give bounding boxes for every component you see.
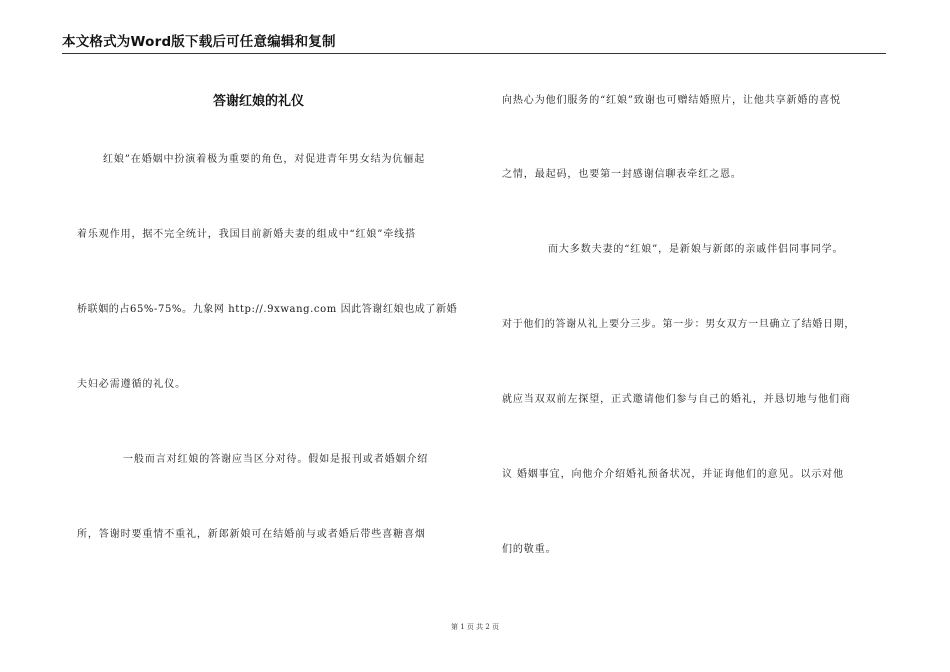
page-header [62,33,886,54]
right-paragraph-line: 之情，最起码，也要第一封感谢信聊表牵红之恩。 [502,169,742,180]
left-paragraph-line: 着乐观作用，据不完全统计，我国目前新婚夫妻的组成中“红娘”牵线搭 [77,229,417,240]
left-paragraph-line: 夫妇必需遵循的礼仪。 [77,379,186,390]
right-paragraph-line: 就应当双双前左探望，正式邀请他们参与自己的婚礼，并恳切地与他们商 [502,394,851,405]
right-paragraph-line: 而大多数夫妻的“红娘”，是新娘与新郎的亲戚伴侣同事同学。 [548,244,844,255]
left-paragraph-line: 桥联姻的占65%-75%。九象网 http://.9xwang.com 因此答谢红娘也成了新婚 [77,304,458,315]
right-paragraph-line: 们的敬重。 [502,544,557,555]
right-paragraph-line: 议 婚姻事宜，向他介介绍婚礼预备状况，并证询他们的意见。以示对他 [502,469,844,480]
right-paragraph-line: 向热心为他们服务的“红娘”致谢也可赠结婚照片，让他共享新婚的喜悦 [502,95,842,106]
left-paragraph-line: 红娘”在婚姻中扮演着极为重要的角色，对促进青年男女结为伉俪起 [103,154,426,165]
header-text: 本文格式为Word版下载后可任意编辑和复制 [62,34,336,50]
left-paragraph-line: 所，答谢时要重情不重礼，新郎新娘可在结婚前与或者婚后带些喜糖喜烟 [77,529,426,540]
document-title: 答谢红娘的礼仪 [213,94,305,109]
right-paragraph-line: 对于他们的答谢从礼上要分三步。第一步：男女双方一旦确立了结婚日期， [502,319,856,330]
left-paragraph-line: 一般而言对红娘的答谢应当区分对待。假如是报刊或者婚姻介绍 [123,454,429,465]
page-number: 第 1 页 共 2 页 [450,623,500,631]
